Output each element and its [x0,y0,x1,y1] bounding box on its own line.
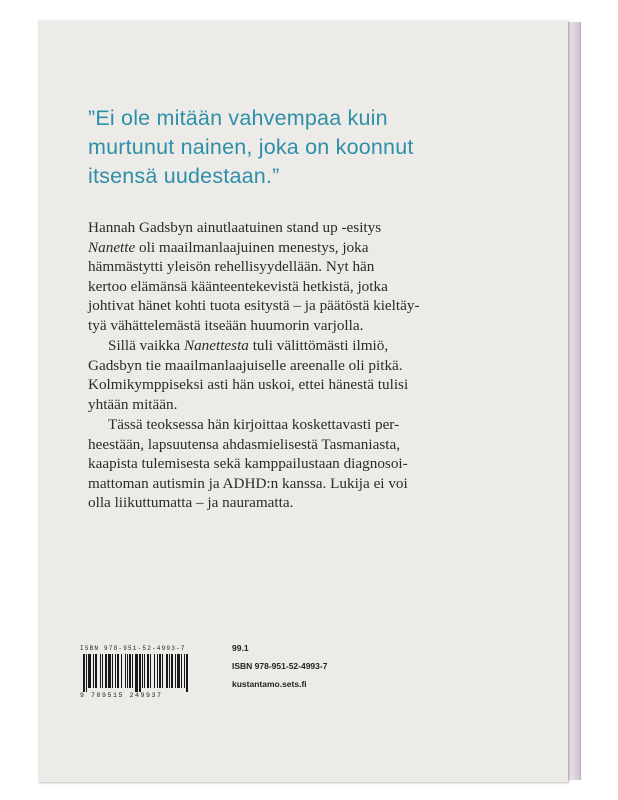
barcode-isbn-label: ISBN 978-951-52-4993-7 [80,645,186,652]
text-line [88,238,508,258]
book-title-italic: Nanette [88,238,136,256]
blurb-paragraph [88,415,508,513]
publisher-website: kustantamo.sets.fi [232,679,307,689]
blurb-paragraph [88,336,508,414]
pull-quote [88,104,468,191]
isbn-text: ISBN 978-951-52-4993-7 [232,661,328,671]
quote-line: ”Ei ole mitään vahvempaa kuin [88,106,388,130]
barcode-digits: 9 789515 249937 [80,692,163,699]
text-line: mattoman autismin ja ADHD:n kanssa. Lukija ei voi [88,474,408,492]
barcode [80,645,222,701]
book-spine-edge [566,22,581,780]
text-line: olla liikuttumatta – ja nauramatta. [88,494,294,511]
text-line: Hannah Gadsbyn ainutlaatuinen stand up -esitys [88,219,382,236]
text-line: tyä vähättelemästä itseään huumorin varjolla. [88,316,364,334]
quote-line: murtunut nainen, joka on koonnut [88,135,414,159]
text-line: Tässä teoksessa hän kirjoittaa koskettavasti per- [108,416,400,433]
text-span: oli maailmanlaajuinen menestys, joka [135,238,369,256]
text-line: hämmästytti yleisön rehellisyydellään. Nyt hän [88,258,375,275]
text-line: kaapista tulemisesta sekä kamppailustaan diagnosoi- [88,455,408,472]
quote-line: itsensä uudestaan.” [88,164,280,188]
text-span: Sillä vaikka [108,337,184,354]
text-span: tuli välittömästi ilmiö, [248,337,389,354]
text-line [88,336,508,356]
barcode-bars [80,654,222,692]
text-line: johtivat hänet kohti tuota esitystä – ja päätöstä kieltäy- [88,297,420,314]
blurb-paragraph [88,218,508,335]
text-line: Gadsbyn tie maailmanlaajuiselle areenalle oli pitkä. [88,356,403,374]
publication-info [232,643,327,690]
book-title-italic: Nanettesta [183,337,249,354]
classification-code: 99.1 [232,643,249,653]
blurb-text [88,218,508,514]
text-line: kertoo elämänsä käänteentekevistä hetkistä, jotka [88,277,388,295]
text-line: heestään, lapsuutensa ahdasmielisestä Tasmaniasta, [88,435,401,453]
text-line: yhtään mitään. [88,395,178,413]
text-line: Kolmikymppiseksi asti hän uskoi, ettei hänestä tulisi [88,376,409,393]
